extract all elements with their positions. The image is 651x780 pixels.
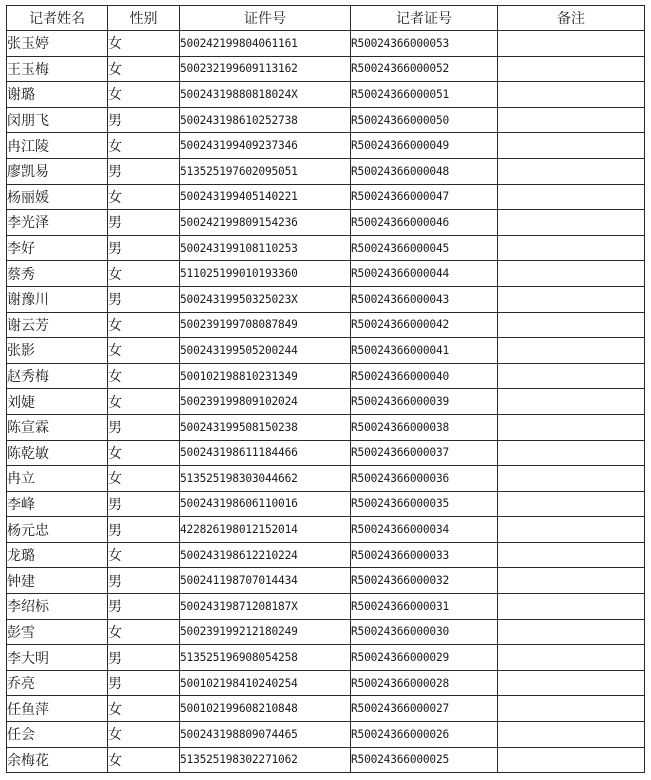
press-card-number: R50024366000052: [351, 56, 498, 82]
table-row: [7, 338, 645, 364]
reporter-id-number: 500243199405140221: [180, 184, 351, 210]
note-cell: [498, 363, 645, 389]
reporter-id-number: 500243199508150238: [180, 414, 351, 440]
table-row: [7, 414, 645, 440]
reporter-id-number: 422826198012152014: [180, 517, 351, 543]
press-card-number: R50024366000040: [351, 363, 498, 389]
reporter-name: 彭雪: [7, 619, 108, 645]
reporter-gender: 男: [108, 517, 180, 543]
reporter-name: 李好: [7, 235, 108, 261]
reporter-name: 谢云芳: [7, 312, 108, 338]
table-row: [7, 696, 645, 722]
note-cell: [498, 286, 645, 312]
reporter-name: 杨元忠: [7, 517, 108, 543]
reporter-gender: 男: [108, 594, 180, 620]
note-cell: [498, 517, 645, 543]
reporter-name: 蔡秀: [7, 261, 108, 287]
reporter-name: 钟建: [7, 568, 108, 594]
reporter-table: [6, 5, 645, 773]
reporter-name: 冉立: [7, 466, 108, 492]
press-card-number: R50024366000033: [351, 542, 498, 568]
reporter-gender: 女: [108, 619, 180, 645]
press-card-number: R50024366000025: [351, 747, 498, 773]
press-card-number: R50024366000049: [351, 133, 498, 159]
press-card-number: R50024366000037: [351, 440, 498, 466]
reporter-id-number: 513525196908054258: [180, 645, 351, 671]
note-cell: [498, 338, 645, 364]
table-row: [7, 491, 645, 517]
reporter-id-number: 511025199010193360: [180, 261, 351, 287]
reporter-id-number: 500102198410240254: [180, 670, 351, 696]
reporter-name: 任会: [7, 722, 108, 748]
reporter-name: 陈乾敏: [7, 440, 108, 466]
table-row: [7, 31, 645, 57]
reporter-name: 廖凯易: [7, 158, 108, 184]
reporter-name: 杨丽媛: [7, 184, 108, 210]
reporter-name: 闵朋飞: [7, 107, 108, 133]
press-card-number: R50024366000043: [351, 286, 498, 312]
table-row: [7, 466, 645, 492]
table-row: [7, 56, 645, 82]
reporter-id-number: 500239199809102024: [180, 389, 351, 415]
reporter-id-number: 500102199608210848: [180, 696, 351, 722]
note-cell: [498, 312, 645, 338]
table-row: [7, 158, 645, 184]
press-card-number: R50024366000050: [351, 107, 498, 133]
table-row: [7, 645, 645, 671]
press-card-number: R50024366000031: [351, 594, 498, 620]
note-cell: [498, 619, 645, 645]
table-row: [7, 670, 645, 696]
note-cell: [498, 645, 645, 671]
table-row: [7, 747, 645, 773]
reporter-gender: 女: [108, 312, 180, 338]
reporter-gender: 女: [108, 440, 180, 466]
reporter-gender: 女: [108, 56, 180, 82]
header-gender: 性别: [108, 6, 180, 31]
reporter-gender: 男: [108, 210, 180, 236]
table-row: [7, 235, 645, 261]
reporter-id-number: 513525197602095051: [180, 158, 351, 184]
note-cell: [498, 414, 645, 440]
reporter-id-number: 500243198610252738: [180, 107, 351, 133]
note-cell: [498, 466, 645, 492]
reporter-name: 谢豫川: [7, 286, 108, 312]
reporter-id-number: 500241198707014434: [180, 568, 351, 594]
reporter-id-number: 500239199708087849: [180, 312, 351, 338]
reporter-name: 谢璐: [7, 82, 108, 108]
reporter-id-number: 500243198611184466: [180, 440, 351, 466]
table-row: [7, 440, 645, 466]
table-row: [7, 82, 645, 108]
header-name: 记者姓名: [7, 6, 108, 31]
note-cell: [498, 568, 645, 594]
table-row: [7, 363, 645, 389]
reporter-id-number: 500243198809074465: [180, 722, 351, 748]
reporter-gender: 女: [108, 542, 180, 568]
note-cell: [498, 594, 645, 620]
press-card-number: R50024366000053: [351, 31, 498, 57]
table-row: [7, 619, 645, 645]
note-cell: [498, 747, 645, 773]
reporter-gender: 女: [108, 389, 180, 415]
reporter-name: 余梅花: [7, 747, 108, 773]
table-row: [7, 107, 645, 133]
press-card-number: R50024366000038: [351, 414, 498, 440]
press-card-number: R50024366000048: [351, 158, 498, 184]
reporter-name: 张影: [7, 338, 108, 364]
note-cell: [498, 235, 645, 261]
press-card-number: R50024366000032: [351, 568, 498, 594]
reporter-id-number: 500243198606110016: [180, 491, 351, 517]
reporter-id-number: 513525198302271062: [180, 747, 351, 773]
note-cell: [498, 542, 645, 568]
reporter-gender: 女: [108, 722, 180, 748]
reporter-name: 王玉梅: [7, 56, 108, 82]
note-cell: [498, 184, 645, 210]
press-card-number: R50024366000027: [351, 696, 498, 722]
press-card-number: R50024366000044: [351, 261, 498, 287]
note-cell: [498, 158, 645, 184]
press-card-number: R50024366000035: [351, 491, 498, 517]
press-card-number: R50024366000042: [351, 312, 498, 338]
header-press-card-number: 记者证号: [351, 6, 498, 31]
table-row: [7, 594, 645, 620]
press-card-number: R50024366000030: [351, 619, 498, 645]
reporter-id-number: 50024319880818024X: [180, 82, 351, 108]
reporter-gender: 女: [108, 82, 180, 108]
reporter-name: 龙璐: [7, 542, 108, 568]
reporter-gender: 男: [108, 670, 180, 696]
header-note: 备注: [498, 6, 645, 31]
press-card-number: R50024366000028: [351, 670, 498, 696]
note-cell: [498, 696, 645, 722]
note-cell: [498, 133, 645, 159]
press-card-number: R50024366000045: [351, 235, 498, 261]
note-cell: [498, 261, 645, 287]
table-row: [7, 261, 645, 287]
table-row: [7, 517, 645, 543]
table-body: [7, 31, 645, 773]
reporter-id-number: 500243198612210224: [180, 542, 351, 568]
reporter-name: 冉江陵: [7, 133, 108, 159]
press-card-number: R50024366000026: [351, 722, 498, 748]
table-row: [7, 542, 645, 568]
table-row: [7, 184, 645, 210]
press-card-number: R50024366000029: [351, 645, 498, 671]
reporter-gender: 女: [108, 466, 180, 492]
table-row: [7, 133, 645, 159]
note-cell: [498, 107, 645, 133]
reporter-gender: 女: [108, 261, 180, 287]
reporter-gender: 女: [108, 338, 180, 364]
reporter-id-number: 50024319871208187X: [180, 594, 351, 620]
reporter-id-number: 513525198303044662: [180, 466, 351, 492]
note-cell: [498, 670, 645, 696]
note-cell: [498, 722, 645, 748]
reporter-gender: 男: [108, 491, 180, 517]
reporter-gender: 女: [108, 133, 180, 159]
reporter-gender: 女: [108, 747, 180, 773]
press-card-number: R50024366000034: [351, 517, 498, 543]
table-row: [7, 389, 645, 415]
note-cell: [498, 31, 645, 57]
reporter-id-number: 500102198810231349: [180, 363, 351, 389]
reporter-gender: 女: [108, 363, 180, 389]
note-cell: [498, 210, 645, 236]
press-card-number: R50024366000051: [351, 82, 498, 108]
reporter-name: 陈宣霖: [7, 414, 108, 440]
reporter-id-number: 500242199809154236: [180, 210, 351, 236]
header-id-number: 证件号: [180, 6, 351, 31]
reporter-id-number: 50024319950325023X: [180, 286, 351, 312]
reporter-name: 张玉婷: [7, 31, 108, 57]
note-cell: [498, 389, 645, 415]
reporter-gender: 男: [108, 235, 180, 261]
note-cell: [498, 82, 645, 108]
reporter-gender: 男: [108, 414, 180, 440]
press-card-number: R50024366000036: [351, 466, 498, 492]
note-cell: [498, 491, 645, 517]
reporter-id-number: 500243199409237346: [180, 133, 351, 159]
press-card-number: R50024366000041: [351, 338, 498, 364]
table-row: [7, 312, 645, 338]
reporter-gender: 女: [108, 31, 180, 57]
note-cell: [498, 440, 645, 466]
reporter-name: 李光泽: [7, 210, 108, 236]
table-row: [7, 568, 645, 594]
reporter-id-number: 500243199108110253: [180, 235, 351, 261]
reporter-gender: 女: [108, 696, 180, 722]
reporter-name: 李绍标: [7, 594, 108, 620]
reporter-gender: 女: [108, 184, 180, 210]
reporter-name: 李峰: [7, 491, 108, 517]
table-row: [7, 286, 645, 312]
reporter-name: 乔亮: [7, 670, 108, 696]
reporter-name: 任鱼萍: [7, 696, 108, 722]
reporter-id-number: 500242199804061161: [180, 31, 351, 57]
press-card-number: R50024366000047: [351, 184, 498, 210]
reporter-name: 刘婕: [7, 389, 108, 415]
reporter-gender: 男: [108, 286, 180, 312]
header-row: [7, 6, 645, 31]
reporter-name: 李大明: [7, 645, 108, 671]
press-card-number: R50024366000039: [351, 389, 498, 415]
note-cell: [498, 56, 645, 82]
reporter-gender: 男: [108, 107, 180, 133]
table-row: [7, 722, 645, 748]
reporter-gender: 男: [108, 568, 180, 594]
reporter-gender: 男: [108, 645, 180, 671]
reporter-gender: 男: [108, 158, 180, 184]
reporter-name: 赵秀梅: [7, 363, 108, 389]
reporter-id-number: 500232199609113162: [180, 56, 351, 82]
reporter-id-number: 500239199212180249: [180, 619, 351, 645]
reporter-id-number: 500243199505200244: [180, 338, 351, 364]
press-card-number: R50024366000046: [351, 210, 498, 236]
table-row: [7, 210, 645, 236]
